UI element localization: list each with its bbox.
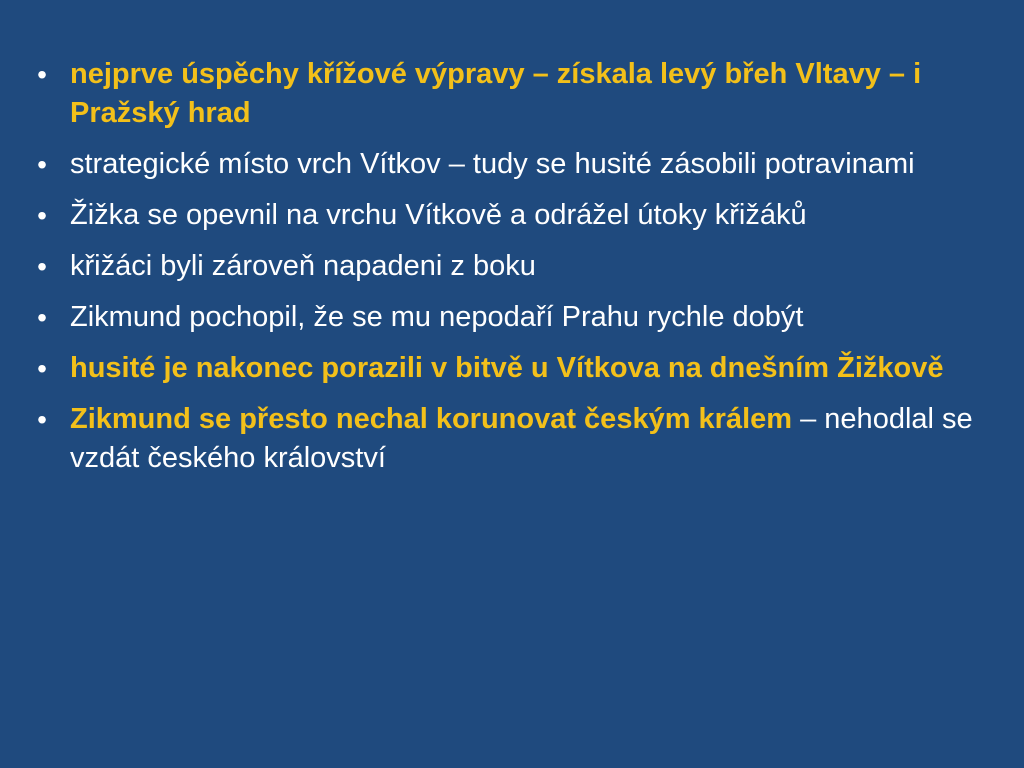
bullet-text: Zikmund pochopil, že se mu nepodaří Prahu rychle dobýt xyxy=(70,301,804,333)
bullet-text: křižáci byli zároveň napadeni z boku xyxy=(70,250,536,282)
bullet-item-4 xyxy=(30,247,1005,286)
bullet-item-5 xyxy=(30,298,1005,337)
bullet-dot-icon: • xyxy=(37,59,47,90)
bullet-item-1 xyxy=(30,55,1005,133)
bullet-text: Žižka se opevnil na vrchu Vítkově a odrážel útoky křižáků xyxy=(70,199,807,231)
bullet-dot-icon: • xyxy=(37,353,47,384)
bullet-dot-icon: • xyxy=(37,200,47,231)
bullet-list xyxy=(30,55,1005,490)
bullet-highlight-text: nejprve úspěchy křížové výpravy – získala levý břeh Vltavy – i Pražský hrad xyxy=(70,58,922,129)
bullet-highlight-text: husité je nakonec porazili v bitvě u Vítkova na dnešním Žižkově xyxy=(70,352,944,384)
bullet-dot-icon: • xyxy=(37,251,47,282)
bullet-dot-icon: • xyxy=(37,302,47,333)
bullet-item-3 xyxy=(30,196,1005,235)
bullet-item-7 xyxy=(30,400,1005,478)
bullet-dot-icon: • xyxy=(37,149,47,180)
bullet-dot-icon: • xyxy=(37,404,47,435)
bullet-highlight-text: Zikmund se přesto nechal korunovat českým králem xyxy=(70,403,793,435)
bullet-item-2 xyxy=(30,145,1005,184)
bullet-text: – nehodlal se vzdát českého království xyxy=(70,403,973,474)
bullet-text: strategické místo vrch Vítkov – tudy se husité zásobili potravinami xyxy=(70,148,915,180)
bullet-item-6 xyxy=(30,349,1005,388)
